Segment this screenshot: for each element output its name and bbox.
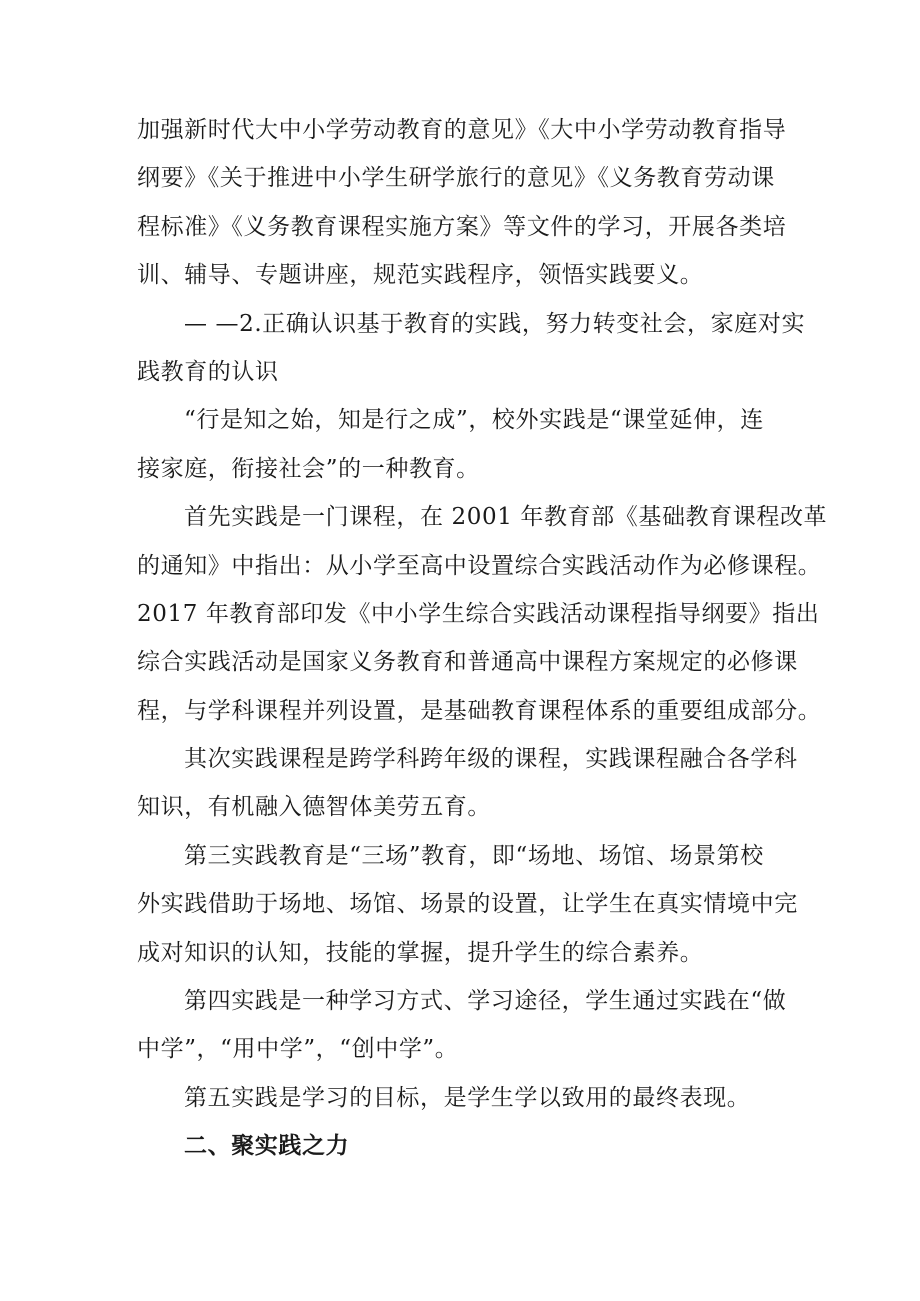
text-line: 成对知识的认知，技能的掌握，提升学生的综合素养。 <box>137 939 704 966</box>
text-line: 践教育的认识 <box>137 358 279 385</box>
text-line: 第四实践是一种学习方式、学习途径，学生通过实践在“做 <box>184 988 787 1015</box>
paragraph <box>137 396 817 493</box>
section-heading: 二、聚实践之力 <box>184 1132 350 1160</box>
text-line: 加强新时代大中小学劳动教育的意见》《大中小学劳动教育指导 <box>137 117 787 143</box>
text-line: 第三实践教育是“三场”教育，即“场地、场馆、场景第校 <box>184 842 764 869</box>
text-line: 首先实践是一门课程，在 2001 年教育部《基础教育课程改革 <box>184 504 828 531</box>
text-line: 训、辅导、专题讲座，规范实践程序，领悟实践要义。 <box>137 262 704 289</box>
text-line: 2017 年教育部印发《中小学生综合实践活动课程指导纲要》指出 <box>137 600 820 627</box>
text-line: 中学”，“用中学”，“创中学”。 <box>137 1036 459 1063</box>
paragraph <box>137 1074 817 1122</box>
text-line: 外实践借助于场地、场馆、场景的设置，让学生在真实情境中完 <box>137 891 798 918</box>
paragraph <box>137 735 817 832</box>
text-line: 其次实践课程是跨学科跨年级的课程，实践课程融合各学科 <box>184 746 798 773</box>
paragraph <box>137 493 828 735</box>
paragraph <box>137 300 817 397</box>
text-line: 纲要》《关于推进中小学生研学旅行的意见》《义务教育劳动课 <box>137 165 775 192</box>
paragraph <box>137 832 817 977</box>
text-line: 综合实践活动是国家义务教育和普通高中课程方案规定的必修课 <box>137 649 798 676</box>
text-line: 接家庭，衔接社会”的一种教育。 <box>137 455 480 482</box>
text-line: 知识，有机融入德智体美劳五育。 <box>137 794 491 821</box>
paragraph <box>137 106 817 300</box>
text-line: 的通知》中指出：从小学至高中设置综合实践活动作为必修课程。 <box>137 552 822 579</box>
text-line: “行是知之始，知是行之成”，校外实践是“课堂延伸，连 <box>184 407 764 434</box>
text-line: 程标准》《义务教育课程实施方案》等文件的学习，开展各类培 <box>137 213 787 240</box>
document-page <box>137 106 828 1171</box>
text-line: — —2.正确认识基于教育的实践，努力转变社会，家庭对实 <box>184 310 806 337</box>
paragraph <box>137 977 817 1074</box>
text-line: 第五实践是学习的目标，是学生学以致用的最终表现。 <box>184 1084 751 1111</box>
text-line: 程，与学科课程并列设置，是基础教育课程体系的重要组成部分。 <box>137 697 822 724</box>
